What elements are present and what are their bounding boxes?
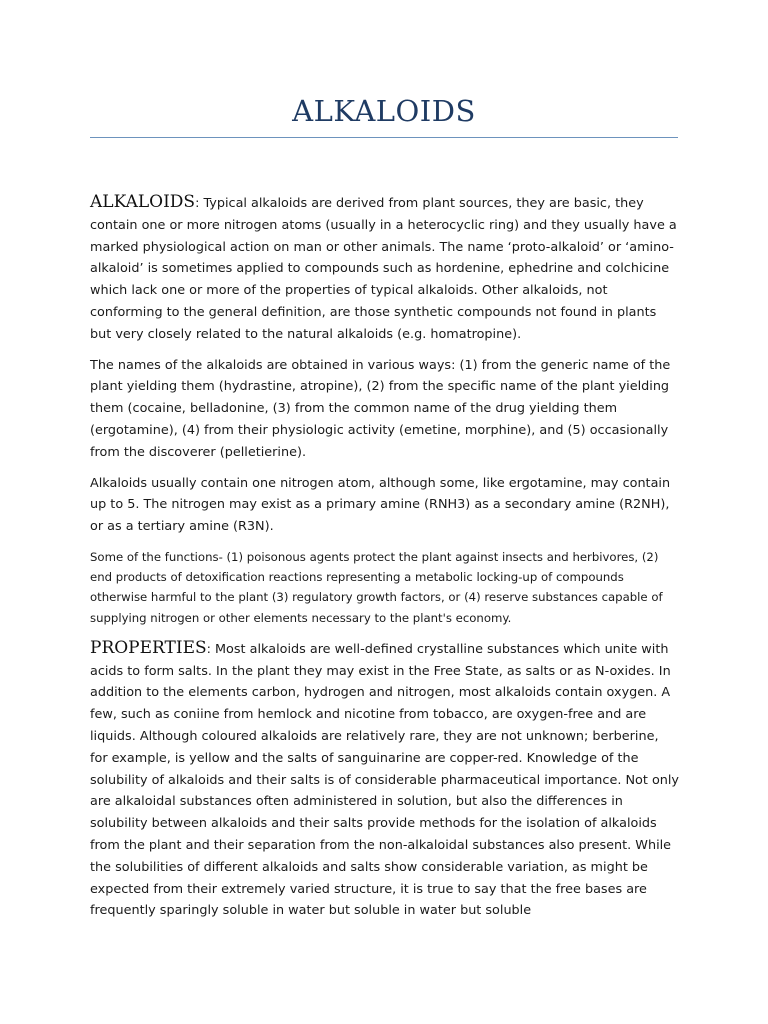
document-body	[90, 192, 680, 931]
paragraph-text: : Typical alkaloids are derived from plant sources, they are basic, they contain one or more nitrogen atoms (usually in a heterocyclic ring) and they usually have a marked physiological action on man or other animals. The name ‘proto-alkaloid’ or ‘amino-alkaloid’ is sometimes applied to compounds such as hordenine, ephedrine and colchicine which lack one or more of the properties of typical alkaloids. Other alkaloids, not conforming to the general definition, are those synthetic compounds not found in plants but very closely related to the natural alkaloids (e.g. homatropine).	[90, 196, 677, 342]
paragraph-nitrogen: Alkaloids usually contain one nitrogen atom, although some, like ergotamine, may contain up to 5. The nitrogen may exist as a primary amine (RNH3) as a secondary amine (R2NH), or as a tertiary amine (R3N).	[90, 475, 671, 535]
lead-word-alkaloids: ALKALOIDS	[90, 192, 196, 212]
paragraph-properties	[90, 638, 680, 922]
paragraph-functions: Some of the functions- (1) poisonous agents protect the plant against insects and herbivores, (2) end products of detoxification reactions representing a metabolic locking-up of compounds otherwise harmful to the plant (3) regulatory growth factors, or (4) reserve substances capable of supplying nitrogen or other elements necessary to the plant's economy.	[90, 549, 663, 625]
lead-word-properties: PROPERTIES	[90, 637, 207, 658]
title-underline	[90, 137, 678, 138]
paragraph-text: : Most alkaloids are well-defined crystalline substances which unite with acids to form salts. In the plant they may exist in the Free State, as salts or as N-oxides. In addition to the elements carbon, hydrogen and nitrogen, most alkaloids contain oxygen. A few, such as coniine from hemlock and nicotine from tobacco, are oxygen-free and are liquids. Although coloured alkaloids are relatively rare, they are not unknown; berberine, for example, is yellow and the salts of sanguinarine are copper-red. Knowledge of the solubility of alkaloids and their salts is of considerable pharmaceutical importance. Not only are alkaloidal substances often administered in solution, but also the differences in solubility between alkaloids and their salts provide methods for the isolation of alkaloids from the plant and their separation from the non-alkaloidal substances also present. While the solubilities of different alkaloids and salts show considerable variation, as might be expected from their extremely varied structure, it is true to say that the free bases are frequently sparingly soluble in water but soluble in water but soluble	[90, 641, 680, 919]
paragraph-naming: The names of the alkaloids are obtained in various ways: (1) from the generic name of the plant yielding them (hydrastine, atropine), (2) from the specific name of the plant yielding them (cocaine, belladonine, (3) from the common name of the drug yielding them (ergotamine), (4) from their physiologic activity (emetine, morphine), and (5) occasionally from the discoverer (pelletierine).	[90, 357, 671, 460]
paragraph-definition	[90, 192, 680, 346]
document-title: ALKALOIDS	[292, 94, 476, 128]
